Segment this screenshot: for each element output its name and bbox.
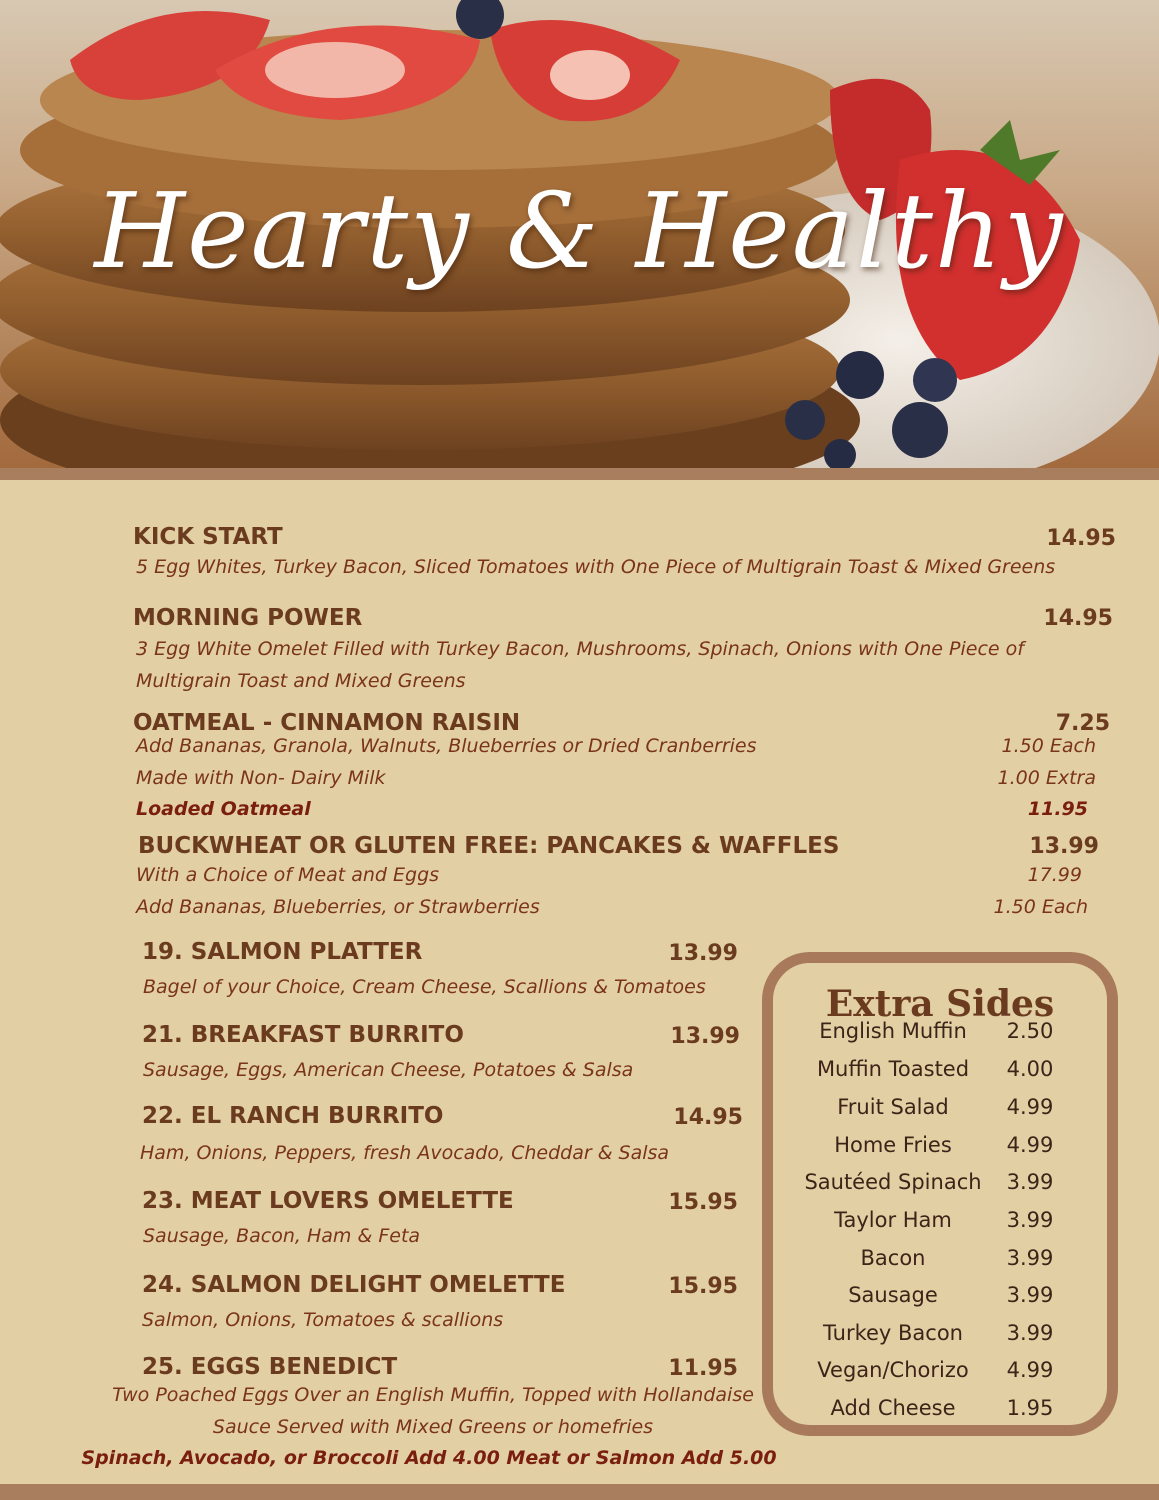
side-name: Taylor Ham (834, 1208, 952, 1232)
side-row (773, 1133, 1107, 1171)
item-description-morning-power-line1: 3 Egg White Omelet Filled with Turkey Bacon, Mushrooms, Spinach, Onions with One Piece of (136, 638, 1024, 660)
side-price: 4.99 (1006, 1095, 1054, 1119)
side-name: English Muffin (819, 1019, 967, 1043)
item-name-oatmeal: OATMEAL - CINNAMON RAISIN (133, 710, 521, 736)
item-price-breakfast-burrito: 13.99 (670, 1024, 740, 1049)
side-row (773, 1246, 1107, 1284)
buckwheat-addon-meat-eggs-price: 17.99 (1027, 864, 1082, 886)
item-name-breakfast-burrito: 21. BREAKFAST BURRITO (142, 1022, 464, 1048)
side-price: 4.99 (1006, 1358, 1054, 1382)
item-description-breakfast-burrito: Sausage, Eggs, American Cheese, Potatoes & Salsa (143, 1059, 634, 1081)
oatmeal-addon-nondairy-price: 1.00 Extra (997, 767, 1096, 789)
extra-sides-box (762, 952, 1118, 1436)
item-description-eggs-benedict-line2: Sauce Served with Mixed Greens or homefries (212, 1416, 654, 1438)
buckwheat-addon-meat-eggs: With a Choice of Meat and Eggs (136, 864, 440, 886)
item-price-oatmeal: 7.25 (1055, 711, 1110, 736)
side-row (773, 1057, 1107, 1095)
loaded-oatmeal-price: 11.95 (1027, 798, 1088, 820)
menu-title: Hearty & Healthy (94, 170, 1065, 292)
side-price: 3.99 (1006, 1283, 1054, 1307)
oatmeal-addon-toppings-price: 1.50 Each (1001, 735, 1096, 757)
item-price-buckwheat: 13.99 (1029, 834, 1099, 859)
side-price: 2.50 (1006, 1019, 1054, 1043)
item-description-eggs-benedict-line1: Two Poached Eggs Over an English Muffin, Topped with Hollandaise (112, 1384, 754, 1406)
buckwheat-addon-fruit-price: 1.50 Each (993, 896, 1088, 918)
top-divider (0, 468, 1159, 480)
item-name-kick-start: KICK START (133, 524, 283, 550)
item-name-morning-power: MORNING POWER (133, 605, 363, 631)
item-price-el-ranch-burrito: 14.95 (673, 1105, 743, 1130)
side-name: Sautéed Spinach (804, 1170, 982, 1194)
item-name-el-ranch-burrito: 22. EL RANCH BURRITO (142, 1103, 444, 1129)
side-row (773, 1208, 1107, 1246)
item-name-buckwheat: BUCKWHEAT OR GLUTEN FREE: PANCAKES & WAFFLES (138, 833, 840, 859)
item-price-kick-start: 14.95 (1046, 526, 1116, 551)
item-name-salmon-platter: 19. SALMON PLATTER (142, 939, 423, 965)
side-price: 3.99 (1006, 1321, 1054, 1345)
side-row (773, 1396, 1107, 1434)
eggs-benedict-addons: Spinach, Avocado, or Broccoli Add 4.00 Meat or Salmon Add 5.00 (81, 1447, 777, 1469)
item-price-meat-lovers-omelette: 15.95 (668, 1190, 738, 1215)
side-price: 4.00 (1006, 1057, 1054, 1081)
buckwheat-addon-fruit: Add Bananas, Blueberries, or Strawberries (136, 896, 540, 918)
item-description-salmon-delight-omelette: Salmon, Onions, Tomatoes & scallions (142, 1309, 504, 1331)
side-name: Muffin Toasted (816, 1057, 970, 1081)
side-price: 3.99 (1006, 1246, 1054, 1270)
side-name: Sausage (848, 1283, 938, 1307)
side-row (773, 1283, 1107, 1321)
side-price: 3.99 (1006, 1208, 1054, 1232)
side-name: Fruit Salad (837, 1095, 949, 1119)
item-price-morning-power: 14.95 (1043, 606, 1113, 631)
side-name: Turkey Bacon (823, 1321, 963, 1345)
extra-sides-title: Extra Sides (825, 983, 1055, 1025)
item-description-meat-lovers-omelette: Sausage, Bacon, Ham & Feta (143, 1225, 421, 1247)
side-name: Bacon (860, 1246, 926, 1270)
item-description-el-ranch-burrito: Ham, Onions, Peppers, fresh Avocado, Cheddar & Salsa (140, 1142, 670, 1164)
bottom-divider (0, 1484, 1159, 1500)
side-name: Home Fries (834, 1133, 952, 1157)
side-price: 3.99 (1006, 1170, 1054, 1194)
item-price-eggs-benedict: 11.95 (668, 1356, 738, 1381)
loaded-oatmeal-label: Loaded Oatmeal (136, 798, 311, 820)
item-description-morning-power-line2: Multigrain Toast and Mixed Greens (136, 670, 466, 692)
side-row (773, 1170, 1107, 1208)
item-name-meat-lovers-omelette: 23. MEAT LOVERS OMELETTE (142, 1188, 514, 1214)
item-name-eggs-benedict: 25. EGGS BENEDICT (142, 1354, 398, 1380)
item-description-kick-start: 5 Egg Whites, Turkey Bacon, Sliced Tomatoes with One Piece of Multigrain Toast & Mixed Greens (136, 556, 1056, 578)
item-price-salmon-platter: 13.99 (668, 941, 738, 966)
item-name-salmon-delight-omelette: 24. SALMON DELIGHT OMELETTE (142, 1272, 566, 1298)
hero-image (0, 0, 1159, 470)
oatmeal-addon-nondairy: Made with Non- Dairy Milk (136, 767, 386, 789)
item-description-salmon-platter: Bagel of your Choice, Cream Cheese, Scallions & Tomatoes (143, 976, 706, 998)
item-price-salmon-delight-omelette: 15.95 (668, 1274, 738, 1299)
side-row (773, 1321, 1107, 1359)
oatmeal-addon-toppings: Add Bananas, Granola, Walnuts, Blueberries or Dried Cranberries (136, 735, 757, 757)
side-row (773, 1095, 1107, 1133)
side-name: Add Cheese (830, 1396, 956, 1420)
side-row (773, 1358, 1107, 1396)
side-row (773, 1019, 1107, 1057)
side-price: 4.99 (1006, 1133, 1054, 1157)
side-name: Vegan/Chorizo (817, 1358, 969, 1382)
side-price: 1.95 (1006, 1396, 1054, 1420)
